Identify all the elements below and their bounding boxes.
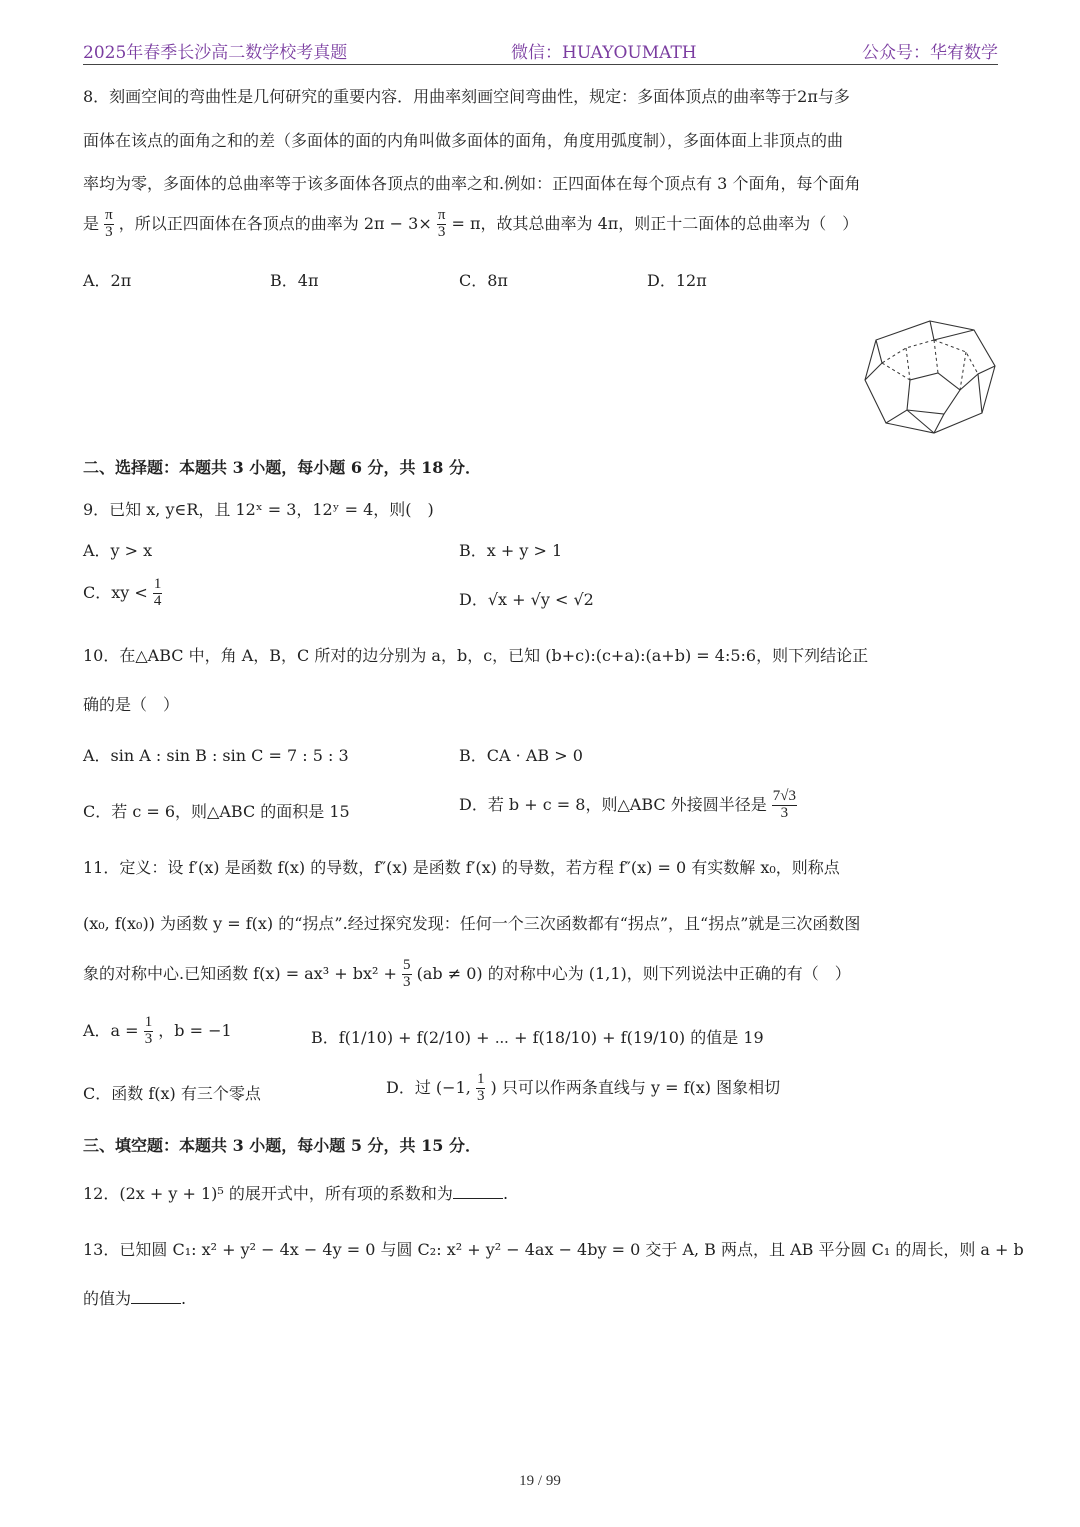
q9-option-c-fraction [153,577,163,610]
q11-line1: 11．定义：设 f′(x) 是函数 f(x) 的导数，f″(x) 是函数 f′(x) 的导数，若方程 f″(x) = 0 有实数解 x₀，则称点 [83,858,840,877]
header-title: 2025年春季长沙高二数学校考真题 [83,43,348,63]
q8-line4-mid: ，所以正四面体在各顶点的曲率为 2π − 3× [118,213,432,233]
q8-line4-start: 是 [83,213,100,233]
dodecahedron-edge [960,374,978,390]
q8-option-c: C．8π [459,271,508,290]
q11-option-d-end: ) 只可以作两条直线与 y = f(x) 图象相切 [490,1077,781,1097]
q11-line3-fraction [402,958,412,991]
q8-line1: 8．刻画空间的弯曲性是几何研究的重要内容．用曲率刻画空间弯曲性，规定：多面体顶点的曲率等于2π与多 [83,87,850,106]
q10-option-b: B．CA · AB > 0 [459,746,583,765]
q11-line3-start: 象的对称中心.已知函数 f(x) = ax³ + bx² + [83,963,397,983]
q10-d-num: 7√3 [772,788,797,804]
q10-option-d [459,789,797,822]
q10-line2: 确的是（ ） [83,695,180,714]
header-account: 公众号：华宥数学 [862,43,998,63]
page-number: 19 / 99 [519,1473,561,1489]
q11-a-den: 3 [144,1030,153,1047]
q11-line3-end: (ab ≠ 0) 的对称中心为 (1,1)，则下列说法中正确的有（ ） [416,963,851,983]
q8-option-b: B．4π [270,271,319,290]
dodecahedron-edge [930,321,974,340]
dodecahedron-hidden-edge [882,363,910,380]
dodecahedron-front-face [907,373,960,414]
header-wechat: 微信：HUAYOUMATH [511,43,697,63]
q11-l3-den: 3 [403,973,411,990]
q9-option-c [83,577,162,610]
q11-option-b: B．f(1/10) + f(2/10) + ⋯ + f(18/10) + f(19/10) 的值是 19 [311,1028,764,1047]
q9-stem: 9．已知 x, y∈R，且 12ˣ = 3，12ʸ = 4，则( ) [83,500,434,519]
q8-line3: 率均为零，多面体的总曲率等于该多面体各顶点的曲率之和.例如：正四面体在每个顶点有 3 个面角，每个面角 [83,174,861,193]
q9-option-b: B．x + y > 1 [459,541,563,560]
q11-option-a [83,1015,232,1048]
dodecahedron-hidden-edge [934,340,978,374]
q10-option-d-text: D．若 b + c = 8，则△ABC 外接圆半径是 [459,794,767,814]
q12-stem: 12．(2x + y + 1)⁵ 的展开式中，所有项的系数和为 [83,1184,453,1203]
q11-option-d-fraction [476,1072,486,1105]
q10-d-den: 3 [780,804,789,821]
q9-option-a: A．y > x [83,541,153,560]
q9-option-d: D．√x + √y < √2 [459,590,594,609]
q11-option-a-end: ，b = −1 [158,1020,232,1040]
q11-a-num: 1 [144,1014,153,1030]
q13-answer-blank[interactable] [131,1289,181,1304]
q8-frac-num: π [105,207,113,223]
q8-line4 [83,208,858,241]
dodecahedron-figure [862,318,998,436]
dodecahedron-outline [865,321,995,433]
q11-option-d-start: D．过 (−1, [386,1077,471,1097]
q9-c-den: 4 [153,592,162,609]
q13-line2-text: 的值为 [83,1289,132,1308]
q8-frac2-num: π [437,207,446,223]
q13-line1: 13．已知圆 C₁: x² + y² − 4x − 4y = 0 与圆 C₂: x² + y² − 4ax − 4by = 0 交于 A, B 两点，且 AB 平分圆 C₁ 的周长，则 a + b [83,1240,1024,1259]
q11-line2: (x₀, f(x₀)) 为函数 y = f(x) 的“拐点”.经过探究发现：任何一个三次函数都有“拐点”，且“拐点”就是三次函数图 [83,914,861,933]
q10-option-c: C．若 c = 6，则△ABC 的面积是 15 [83,802,350,821]
q10-option-d-fraction [772,789,797,822]
dodecahedron-edge [978,366,995,413]
q8-line4-end: = π，故其总曲率为 4π，则正十二面体的总曲率为（ ） [451,213,859,233]
q11-l3-num: 5 [403,957,411,973]
q9-c-num: 1 [153,576,162,592]
dodecahedron-hidden-edge [960,352,966,390]
q11-d-den: 3 [476,1087,485,1104]
q11-option-c: C．函数 f(x) 有三个零点 [83,1084,261,1103]
q12-end: . [502,1184,509,1203]
q10-option-a: A．sin A : sin B : sin C = 7 : 5 : 3 [83,746,349,765]
q13-line2 [83,1286,186,1309]
q11-option-d [386,1072,780,1105]
q11-line3 [83,958,851,991]
section-3-heading: 三、填空题：本题共 3 小题，每小题 5 分，共 15 分． [83,1136,481,1155]
q8-frac-den: 3 [105,223,113,240]
dodecahedron-edge [934,414,944,433]
q11-option-a-start: A．a = [83,1020,139,1040]
q13-end: . [181,1289,187,1308]
q8-frac2-den: 3 [437,223,446,240]
section-2-heading: 二、选择题：本题共 3 小题，每小题 6 分，共 18 分． [83,458,481,477]
dodecahedron-edge [886,410,934,433]
q12 [83,1181,508,1204]
q12-answer-blank[interactable] [453,1184,503,1199]
dodecahedron-edge [865,340,882,380]
page-header [83,38,998,65]
q11-d-num: 1 [476,1071,485,1087]
q10-line1: 10．在△ABC 中，角 A，B，C 所对的边分别为 a，b，c，已知 (b+c):(c+a):(a+b) = 4:5:6，则下列结论正 [83,646,869,665]
dodecahedron-hidden-edge [934,340,938,373]
q9-option-c-text: C．xy < [83,582,148,602]
q8-option-a: A．2π [83,271,132,290]
dodecahedron-hidden-edge [906,348,910,380]
q8-line2: 面体在该点的面角之和的差（多面体的面的内角叫做多面体的面角，角度用弧度制），多面体面上非顶点的曲 [83,131,844,150]
dodecahedron-hidden-edge [882,340,934,363]
q11-option-a-fraction [144,1015,154,1048]
q8-option-d: D．12π [647,271,707,290]
q8-fraction [104,208,114,241]
q8-fraction-2 [437,208,447,241]
